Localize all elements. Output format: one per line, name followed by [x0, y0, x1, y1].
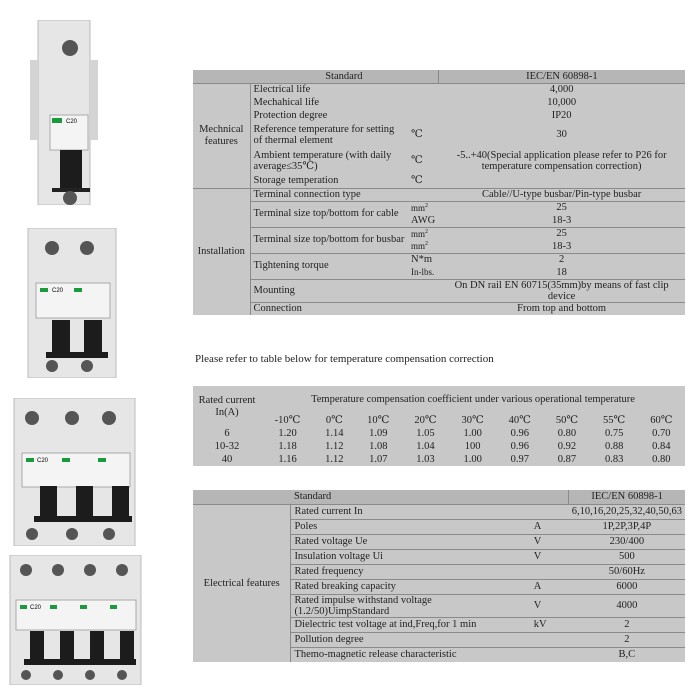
row-unit: ℃: [408, 148, 438, 174]
coef-cell: 0.70: [638, 427, 685, 440]
row-label: Rated impulse withstand voltage (1.2/50)UimpStandard: [291, 594, 531, 617]
coef-cell: 0.96: [496, 427, 543, 440]
coef-cell: 0.92: [543, 440, 590, 453]
table-row: [193, 148, 685, 174]
table-row: [193, 504, 685, 519]
table-row: [193, 201, 685, 214]
temp-col: 10℃: [355, 414, 402, 427]
coef-cell: 1.14: [314, 427, 355, 440]
coef-cell: 1.16: [261, 453, 314, 466]
coef-cell: 1.20: [261, 427, 314, 440]
coef-cell: 1.00: [449, 453, 496, 466]
rated-current-header: Rated current In(A): [193, 386, 261, 427]
temp-col: 30℃: [449, 414, 496, 427]
table-row: [193, 227, 685, 240]
row-unit: [408, 96, 438, 109]
row-value: 18-3: [438, 240, 685, 253]
coef-cell: 0.80: [638, 453, 685, 466]
table-row: [193, 453, 685, 466]
row-label: Themo-magnetic release characteristic: [291, 647, 531, 662]
row-label: Electrical life: [250, 83, 408, 96]
coef-cell: 0.84: [638, 440, 685, 453]
row-label: Tightening torque: [250, 253, 408, 279]
row-value: IEC/EN 60898-1: [569, 490, 685, 504]
row-value: 18: [438, 266, 685, 279]
row-value: On DN rail EN 60715(35mm)by means of fast clip device: [438, 279, 685, 302]
coef-cell: 0.87: [543, 453, 590, 466]
row-value: 2: [569, 632, 685, 647]
coef-cell: 1.09: [355, 427, 402, 440]
row-value: 10,000: [438, 96, 685, 109]
row-label: Mounting: [250, 279, 408, 302]
row-label: Rated breaking capacity: [291, 579, 531, 594]
row-unit: [408, 279, 438, 302]
group-electrical: Electrical features: [193, 504, 291, 662]
table-row: [193, 109, 685, 122]
row-unit: A: [531, 579, 569, 594]
row-value: 25: [438, 227, 685, 240]
row-value: [438, 174, 685, 187]
row-unit: In-lbs.: [408, 266, 438, 279]
row-label: Poles: [291, 519, 531, 534]
breaker-1p-model: C20: [66, 119, 78, 125]
row-unit: ℃: [408, 174, 438, 187]
row-value: 4,000: [438, 83, 685, 96]
electrical-features-table: [193, 490, 685, 662]
table-row: [193, 83, 685, 96]
table-row: [193, 188, 685, 201]
row-value: 4000: [569, 594, 685, 617]
row-unit: [531, 564, 569, 579]
temp-col: 20℃: [402, 414, 449, 427]
row-label: Terminal connection type: [250, 188, 408, 201]
table-row: [193, 70, 685, 83]
temperature-header-row: [193, 414, 685, 427]
row-label: Rated frequency: [291, 564, 531, 579]
coef-cell: 1.03: [402, 453, 449, 466]
table-row: [193, 174, 685, 187]
row-unit: V: [531, 534, 569, 549]
row-value: IP20: [438, 109, 685, 122]
row-label: Standard: [291, 490, 569, 504]
row-unit: [531, 647, 569, 662]
row-value: 6000: [569, 579, 685, 594]
coef-cell: 1.04: [402, 440, 449, 453]
temp-col: 40℃: [496, 414, 543, 427]
coef-cell: 1.18: [261, 440, 314, 453]
row-unit: [408, 83, 438, 96]
coef-cell: 1.00: [449, 427, 496, 440]
row-unit: ℃: [408, 122, 438, 148]
row-unit: N*m: [408, 253, 438, 266]
row-unit: [408, 302, 438, 315]
row-value: 18-3: [438, 214, 685, 227]
breaker-3p-image: [12, 398, 137, 546]
coef-cell: 0.96: [496, 440, 543, 453]
coef-cell: 1.05: [402, 427, 449, 440]
row-unit: $mm^2$: [408, 201, 438, 214]
coef-cell: 1.12: [314, 440, 355, 453]
row-unit: AWG: [408, 214, 438, 227]
table-row: [193, 427, 685, 440]
row-value: Cable//U-type busbar/Pin-type busbar: [438, 188, 685, 201]
table-row: [193, 490, 685, 504]
temperature-note: Please refer to table below for temperature compensation correction: [195, 353, 494, 365]
temp-col: 60℃: [638, 414, 685, 427]
row-value: B,C: [569, 647, 685, 662]
coef-cell: 0.83: [591, 453, 638, 466]
breaker-4p-image: [8, 555, 143, 685]
row-value: 30: [438, 122, 685, 148]
current-cell: 6: [193, 427, 261, 440]
row-value: 25: [438, 201, 685, 214]
row-label: Mechahical life: [250, 96, 408, 109]
row-label: Storage temperation: [250, 174, 408, 187]
row-value: 230/400: [569, 534, 685, 549]
row-label: Terminal size top/bottom for cable: [250, 201, 408, 227]
breaker-1p-image: [30, 20, 100, 205]
coef-cell: 0.88: [591, 440, 638, 453]
row-unit: [408, 188, 438, 201]
row-unit: [408, 109, 438, 122]
row-label: Reference temperature for setting of thermal element: [250, 122, 408, 148]
mechanical-features-table: [193, 70, 685, 315]
row-label: Dielectric test voltage at ind,Freq,for 1 min: [291, 617, 531, 632]
row-unit: kV: [531, 617, 569, 632]
row-label: Insulation voltage Ui: [291, 549, 531, 564]
row-label: Rated current In: [291, 504, 531, 519]
group-installation: Installation: [193, 188, 250, 315]
row-label: Pollution degree: [291, 632, 531, 647]
standard-value: IEC/EN 60898-1: [438, 70, 685, 83]
coef-cell: 0.80: [543, 427, 590, 440]
temp-col: 50℃: [543, 414, 590, 427]
table-row: [193, 279, 685, 302]
row-label: Ambient temperature (with daily average≤35℃): [250, 148, 408, 174]
standard-label: Standard: [250, 70, 438, 83]
table-row: [193, 302, 685, 315]
row-label: Protection degree: [250, 109, 408, 122]
row-value: 2: [569, 617, 685, 632]
row-unit: V: [531, 594, 569, 617]
table-row: [193, 122, 685, 148]
row-value: 1P,2P,3P,4P: [569, 519, 685, 534]
row-unit: V: [531, 549, 569, 564]
breaker-4p-model: C20: [30, 605, 42, 611]
coef-cell: 1.07: [355, 453, 402, 466]
breaker-3p-model: C20: [37, 458, 49, 464]
row-unit: [531, 632, 569, 647]
row-label: Rated voltage Ue: [291, 534, 531, 549]
row-unit: $mm^2$: [408, 240, 438, 253]
group-mechanical: Mechnical features: [193, 83, 250, 188]
row-value: -5..+40(Special application please refer to P26 for temperature compensation correction): [438, 148, 685, 174]
coef-cell: 100: [449, 440, 496, 453]
row-unit: $mm^2$: [408, 227, 438, 240]
row-unit: [531, 504, 569, 519]
row-value: From top and bottom: [438, 302, 685, 315]
row-label: Terminal size top/bottom for busbar: [250, 227, 408, 253]
coef-cell: 1.12: [314, 453, 355, 466]
row-label: Connection: [250, 302, 408, 315]
compensation-header: Temperature compensation coefficient under various operational temperature: [261, 386, 685, 414]
temp-col: -10℃: [261, 414, 314, 427]
table-row: [193, 253, 685, 266]
temp-col: 55℃: [591, 414, 638, 427]
current-cell: 40: [193, 453, 261, 466]
temperature-compensation-table: [193, 386, 685, 466]
row-value: 6,10,16,20,25,32,40,50,63: [569, 504, 685, 519]
breaker-2p-model: C20: [52, 288, 64, 294]
table-row: [193, 440, 685, 453]
temp-col: 0℃: [314, 414, 355, 427]
row-value: 50/60Hz: [569, 564, 685, 579]
breaker-2p-image: [22, 228, 122, 378]
coef-cell: 0.97: [496, 453, 543, 466]
table-row: [193, 96, 685, 109]
coef-cell: 0.75: [591, 427, 638, 440]
row-unit: A: [531, 519, 569, 534]
product-images: [0, 0, 190, 691]
row-value: 2: [438, 253, 685, 266]
coef-cell: 1.08: [355, 440, 402, 453]
current-cell: 10-32: [193, 440, 261, 453]
row-value: 500: [569, 549, 685, 564]
